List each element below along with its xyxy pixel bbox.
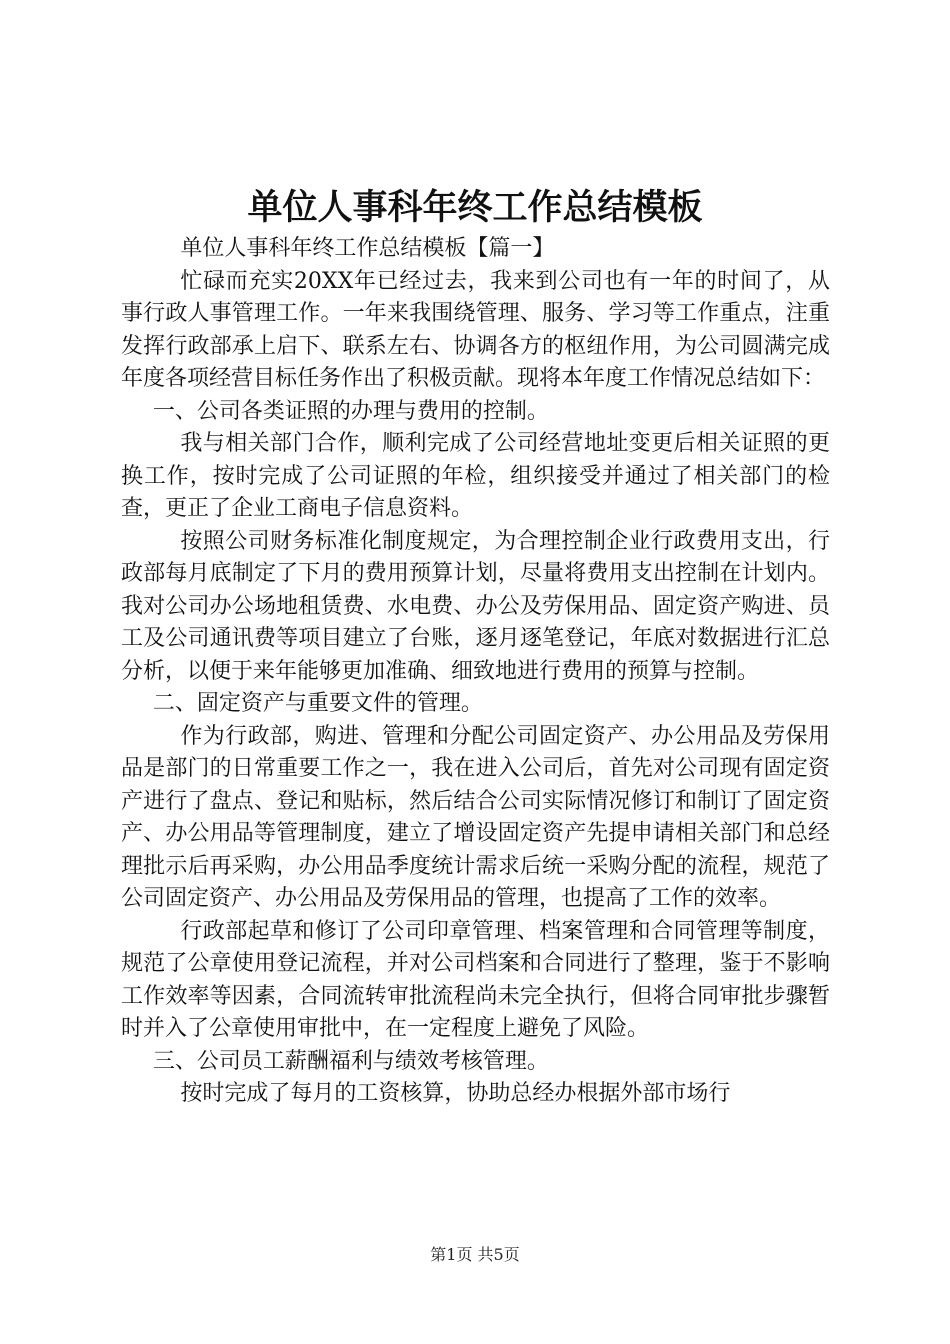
body-paragraph: 按时完成了每月的工资核算，协助总经办根据外部市场行 [180, 1081, 731, 1106]
body-paragraph: 作为行政部，购进、管理和分配公司固定资产、办公用品及劳保用品是部门的日常重要工作之一，我在进入公司后，首先对公司现有固定资产进行了盘点、登记和贴标，然后结合公司实际情况修订和制订了固定资产、办公用品等管理制度，建立了增设固定资产先提申请相关部门和总经理批示后再采购，办公用品季度统计需求后统一采购分配的流程，规范了公司固定资产、办公用品及劳保用品的管理，也提高了工作的效率。 [121, 723, 830, 911]
body-paragraph: 忙碌而充实20XX年已经过去，我来到公司也有一年的时间了，从事行政人事管理工作。一年来我围绕管理、服务、学习等工作重点，注重发挥行政部承上启下、联系左右、协调各方的枢纽作用，为公司圆满完成年度各项经营目标任务作出了积极贡献。现将本年度工作情况总结如下： [121, 268, 830, 391]
body-paragraph: 行政部起草和修订了公司印章管理、档案管理和合同管理等制度，规范了公章使用登记流程，并对公司档案和合同进行了整理，鉴于不影响工作效率等因素，合同流转审批流程尚未完全执行，但将合同审批步骤暂时并入了公章使用审批中，在一定程度上避免了风险。 [121, 918, 830, 1041]
page-footer: 第1页 共5页 [430, 1245, 520, 1264]
document-title: 单位人事科年终工作总结模板 [247, 187, 703, 228]
section-heading: 一、公司各类证照的办理与费用的控制。 [152, 398, 549, 424]
section-heading: 二、固定资产与重要文件的管理。 [152, 691, 483, 716]
document-body [121, 233, 830, 1111]
body-paragraph: 按照公司财务标准化制度规定，为合理控制企业行政费用支出，行政部每月底制定了下月的费用预算计划，尽量将费用支出控制在计划内。我对公司办公场地租赁费、水电费、办公及劳保用品、固定资产购进、员工及公司通讯费等项目建立了台账，逐月逐笔登记，年底对数据进行汇总分析，以便于来年能够更加准确、细致地进行费用的预算与控制。 [121, 528, 830, 684]
subtitle-paragraph: 单位人事科年终工作总结模板【篇一】 [180, 236, 555, 261]
section-heading: 三、公司员工薪酬福利与绩效考核管理。 [152, 1048, 549, 1074]
body-paragraph: 我与相关部门合作，顺利完成了公司经营地址变更后相关证照的更换工作，按时完成了公司证照的年检，组织接受并通过了相关部门的检查，更正了企业工商电子信息资料。 [121, 431, 830, 521]
